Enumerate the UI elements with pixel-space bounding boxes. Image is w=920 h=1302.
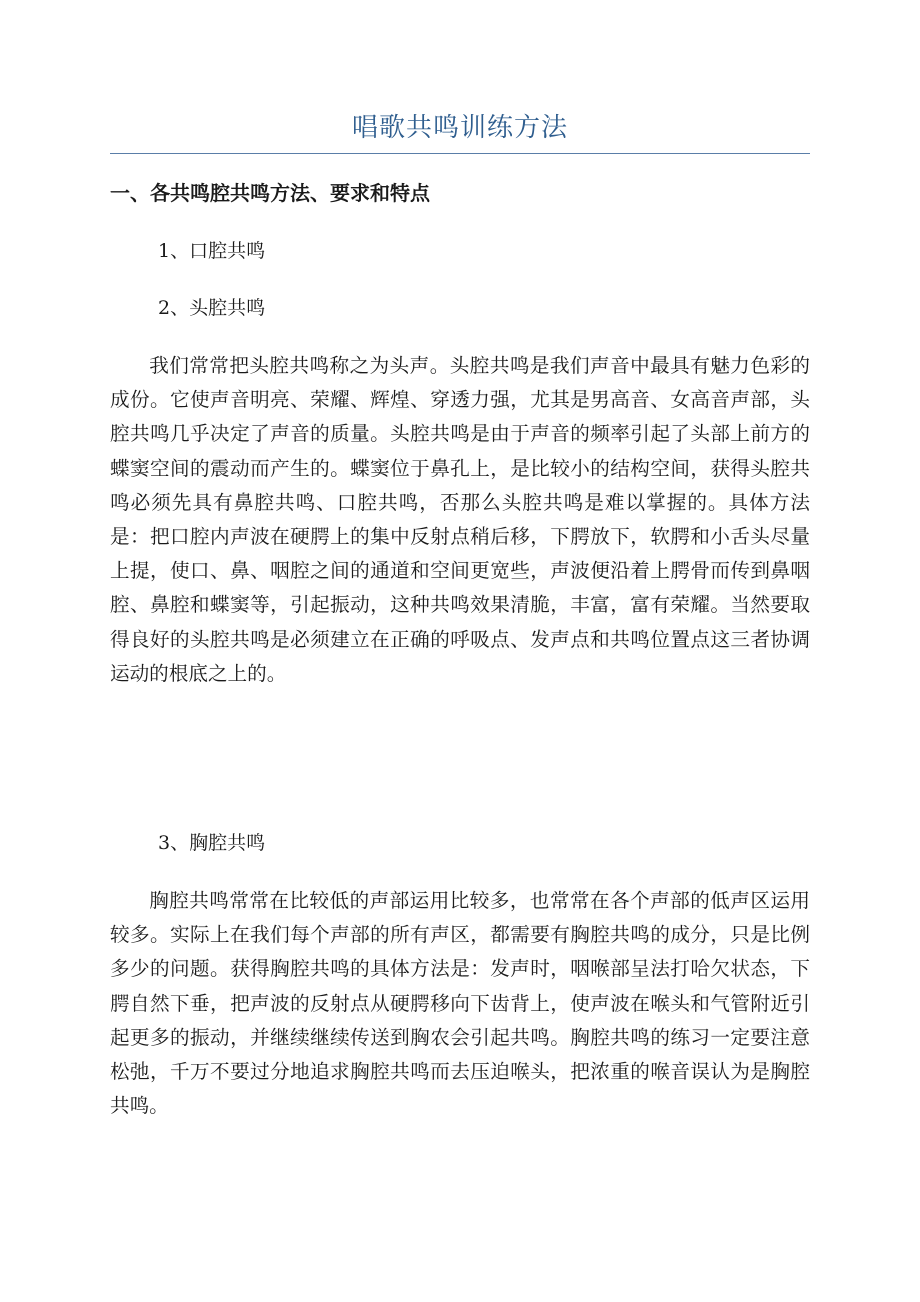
- document-title: 唱歌共鸣训练方法: [351, 113, 568, 143]
- subheading-head-resonance: 2、头腔共鸣: [158, 297, 266, 319]
- section-heading: 一、各共鸣腔共鸣方法、要求和特点: [110, 181, 430, 205]
- title-underline: [110, 153, 810, 154]
- paragraph-head-resonance: 我们常常把头腔共鸣称之为头声。头腔共鸣是我们声音中最具有魅力色彩的成份。它使声音明亮、荣耀、辉煌、穿透力强，尤其是男高音、女高音声部，头腔共鸣几乎决定了声音的质量。头腔共鸣是由于声音的频率引起了头部上前方的蝶窦空间的震动而产生的。蝶窦位于鼻孔上，是比较小的结构空间，获得头腔共鸣必须先具有鼻腔共鸣、口腔共鸣，否那么头腔共鸣是难以掌握的。具体方法是：把口腔内声波在硬腭上的集中反射点稍后移，下腭放下，软腭和小舌头尽量上提，使口、鼻、咽腔之间的通道和空间更宽些，声波便沿着上腭骨而传到鼻咽腔、鼻腔和蝶窦等，引起振动，这种共鸣效果清脆，丰富，富有荣耀。当然要取得良好的头腔共鸣是必须建立在正确的呼吸点、发声点和共鸣位置点这三者协调运动的根底之上的。: [110, 354, 810, 685]
- subheading-oral-resonance: 1、口腔共鸣: [158, 240, 266, 262]
- subheading-chest-resonance: 3、胸腔共鸣: [158, 832, 266, 854]
- paragraph-chest-resonance: 胸腔共鸣常常在比较低的声部运用比较多，也常常在各个声部的低声区运用较多。实际上在我们每个声部的所有声区，都需要有胸腔共鸣的成分，只是比例多少的问题。获得胸腔共鸣的具体方法是：发声时，咽喉部呈法打哈欠状态，下腭自然下垂，把声波的反射点从硬腭移向下齿背上，使声波在喉头和气管附近引起更多的振动，并继续继续传送到胸农会引起共鸣。胸腔共鸣的练习一定要注意松弛，千万不要过分地追求胸腔共鸣而去压迫喉头，把浓重的喉音误认为是胸腔共鸣。: [110, 889, 810, 1118]
